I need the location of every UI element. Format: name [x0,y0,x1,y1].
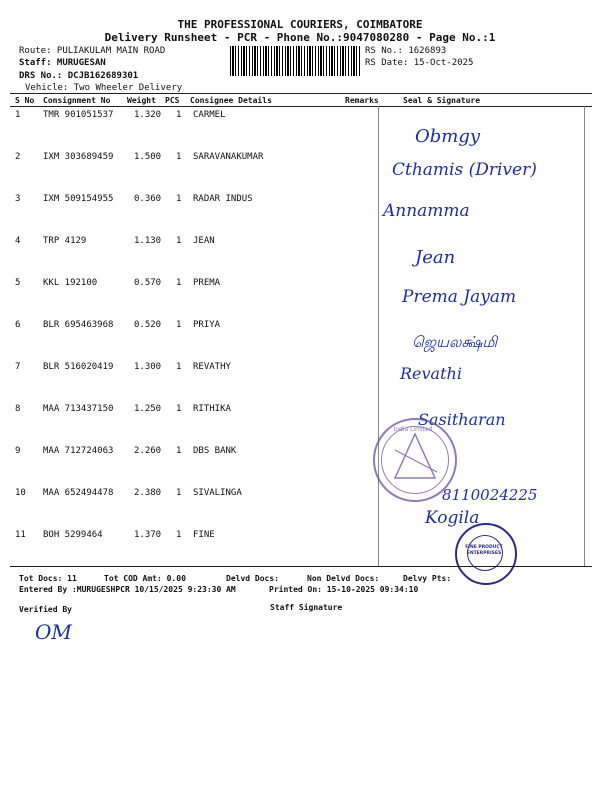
cell-consignee: SARAVANAKUMAR [193,152,264,162]
entered-by: Entered By :MURUGESHPCR 10/15/2025 9:23:30 AM [19,585,236,594]
signature-row-10: Kogila [425,508,480,528]
cell-pcs: 1 [176,404,182,414]
cell-weight: 1.250 [134,404,162,414]
cell-sno: 2 [15,152,21,162]
rs-number: RS No.: 1626893 [365,46,447,56]
cell-consignment: MAA 712724063 [43,446,114,456]
header-bottom-rule [10,106,592,107]
cell-consignee: CARMEL [193,110,226,120]
cell-pcs: 1 [176,194,182,204]
cell-consignee: FINE [193,530,215,540]
signature-row-7: Revathi [400,364,462,383]
route-label: Route: PULIAKULAM MAIN ROAD [19,46,166,56]
cell-consignment: TMR 901051537 [43,110,114,120]
cell-pcs: 1 [176,152,182,162]
cell-pcs: 1 [176,446,182,456]
col-remarks: Remarks [345,96,379,105]
cell-sno: 1 [15,110,21,120]
cell-pcs: 1 [176,530,182,540]
cell-sno: 3 [15,194,21,204]
cell-sno: 8 [15,404,21,414]
cell-consignment: IXM 509154955 [43,194,114,204]
right-border [584,106,585,566]
printed-on: Printed On: 15-10-2025 09:34:10 [269,585,419,594]
footer-rule [10,566,592,567]
cell-sno: 11 [15,530,26,540]
cell-weight: 0.520 [134,320,162,330]
cell-consignment: TRP 4129 [43,236,87,246]
cell-consignment: BLR 695463968 [43,320,114,330]
cell-consignee: PRIYA [193,320,221,330]
cell-consignment: IXM 303689459 [43,152,114,162]
cell-consignee: RITHIKA [193,404,231,414]
signature-row-1: Obmgy [415,126,481,147]
staff-signature: Staff Signature [270,603,343,612]
cell-sno: 10 [15,488,26,498]
col-seal: Seal & Signature [403,96,481,105]
verified-by: Verified By [19,605,72,614]
cell-weight: 2.260 [134,446,162,456]
vehicle-label: Vehicle: Two Wheeler Delivery [25,83,183,93]
fine-product-stamp [455,523,517,585]
signature-row-8: Sasitharan [418,410,506,429]
cell-weight: 1.130 [134,236,162,246]
cell-pcs: 1 [176,362,182,372]
col-pcs: PCS [165,96,180,105]
company-stamp [373,418,457,502]
col-consignee: Consignee Details [190,96,272,105]
drs-number: DRS No.: DCJB162689301 [19,71,139,81]
staff-label: Staff: MURUGESAN [19,58,106,68]
delvd-docs: Delvd Docs: [226,574,279,583]
col-sno: S No [15,96,35,105]
barcode [230,46,360,76]
cell-consignee: RADAR INDUS [193,194,253,204]
cell-consignment: BOH 5299464 [43,530,103,540]
cell-consignment: BLR 516020419 [43,362,114,372]
cell-consignment: MAA 713437150 [43,404,114,414]
runsheet-subtitle: Delivery Runsheet - PCR - Phone No.:9047080280 - Page No.:1 [104,31,496,44]
signature-row-2: Cthamis (Driver) [392,160,537,180]
header-top-rule [10,93,592,94]
col-consignment: Consignment No [43,96,111,105]
cell-consignee: DBS BANK [193,446,237,456]
cell-sno: 6 [15,320,21,330]
cell-weight: 1.370 [134,530,162,540]
tot-cod: Tot COD Amt: 0.00 [104,574,186,583]
col-weight: Weight [127,96,156,105]
cell-consignee: REVATHY [193,362,231,372]
cell-weight: 2.380 [134,488,162,498]
rs-date: RS Date: 15-Oct-2025 [365,58,474,68]
cell-pcs: 1 [176,236,182,246]
cell-sno: 4 [15,236,21,246]
cell-weight: 1.500 [134,152,162,162]
cell-pcs: 1 [176,110,182,120]
cell-pcs: 1 [176,278,182,288]
tot-docs: Tot Docs: 11 [19,574,77,583]
cell-consignee: SIVALINGA [193,488,242,498]
cell-sno: 5 [15,278,21,288]
cell-weight: 0.360 [134,194,162,204]
stamp-text: India Limited [393,426,433,433]
cell-pcs: 1 [176,488,182,498]
cell-consignee: JEAN [193,236,215,246]
cell-weight: 0.570 [134,278,162,288]
delvy-pts: Delvy Pts: [403,574,452,583]
signature-row-3: Annamma [383,201,470,221]
cell-consignment: KKL 192100 [43,278,98,288]
signature-row-6: ஜெயலக்ஷ்மி [412,333,498,351]
company-title: THE PROFESSIONAL COURIERS, COIMBATORE [177,18,423,31]
non-delvd-docs: Non Delvd Docs: [307,574,380,583]
cell-consignee: PREMA [193,278,221,288]
cell-sno: 7 [15,362,21,372]
cell-consignment: MAA 652494478 [43,488,114,498]
cell-weight: 1.320 [134,110,162,120]
verified-signature: OM [35,620,72,644]
cell-sno: 9 [15,446,21,456]
cell-pcs: 1 [176,320,182,330]
signature-row-10-phone: 8110024225 [442,486,538,504]
signature-row-5: Prema Jayam [402,287,517,307]
stamp2-text: FINE PRODUCT ENTERPRISES [465,545,503,556]
signature-row-4: Jean [415,247,456,268]
cell-weight: 1.300 [134,362,162,372]
